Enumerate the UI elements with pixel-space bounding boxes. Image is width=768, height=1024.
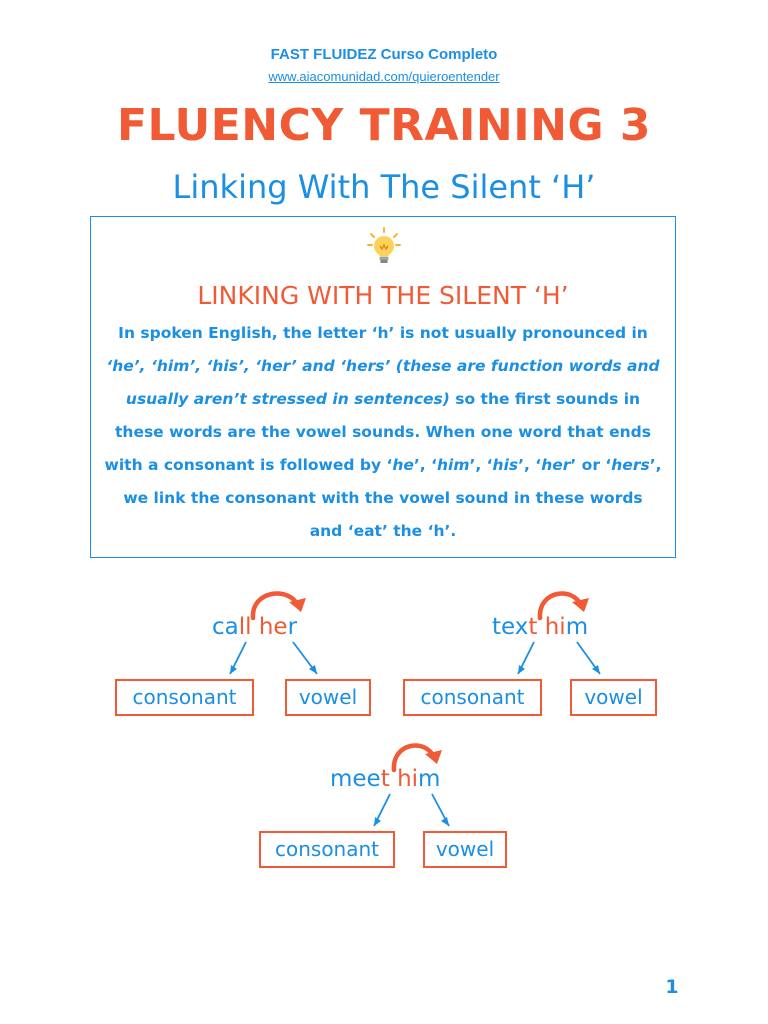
body-text: her <box>541 456 571 474</box>
consonant-box: consonant <box>403 679 542 716</box>
highlighted-letters: he <box>258 614 288 640</box>
vowel-box: vowel <box>285 679 371 716</box>
vowel-box: vowel <box>423 831 507 868</box>
highlighted-letters: hi <box>544 614 566 640</box>
page-number: 1 <box>665 976 679 998</box>
example-meet-him <box>254 736 514 876</box>
example-phrase <box>330 766 440 792</box>
body-text: ’ or ‘ <box>570 456 612 474</box>
body-text: hers <box>611 456 650 474</box>
body-text: ‘eat’ the ‘h’ <box>347 522 451 540</box>
body-text: so the first sounds in <box>449 390 641 408</box>
body-line <box>101 416 665 449</box>
page-title: FLUENCY TRAINING 3 <box>117 100 651 151</box>
course-title: FAST FLUIDEZ Curso Completo <box>270 46 498 63</box>
body-text: ’, ‘ <box>413 456 437 474</box>
phrase-letters <box>537 614 544 640</box>
highlighted-letters: hi <box>397 766 419 792</box>
body-text: In spoken English, the letter ‘h’ is not usually pronounced in <box>118 324 648 342</box>
highlighted-letters: t <box>380 766 390 792</box>
body-text: usually <box>125 390 189 408</box>
body-text: and <box>309 522 348 540</box>
consonant-box: consonant <box>259 831 395 868</box>
body-text: him <box>436 456 470 474</box>
vowel-box: vowel <box>570 679 657 716</box>
body-text: with a consonant is followed by ‘ <box>104 456 393 474</box>
consonant-box: consonant <box>115 679 254 716</box>
phrase-letters: ca <box>212 614 239 640</box>
body-text: his <box>492 456 519 474</box>
body-line <box>101 350 665 383</box>
body-text: . <box>450 522 457 540</box>
course-url <box>0 69 768 84</box>
info-box <box>90 216 676 558</box>
course-link[interactable]: www.aiacomunidad.com/quieroentender <box>268 69 500 84</box>
example-call-her <box>110 582 370 722</box>
body-line <box>101 317 665 350</box>
body-line <box>101 383 665 416</box>
example-phrase <box>492 614 588 640</box>
phrase-letters: r <box>287 614 298 640</box>
phrase-letters: m <box>565 614 589 640</box>
box-heading: LINKING WITH THE SILENT ‘H’ <box>197 281 569 310</box>
body-text: ‘he’, ‘him’, ‘his’, ‘her’ and ‘hers’ (these are function words and <box>106 357 660 375</box>
example-phrase <box>212 614 297 640</box>
body-line <box>101 515 665 548</box>
body-text: ’, ‘ <box>518 456 542 474</box>
phrase-letters <box>252 614 259 640</box>
lightbulb-icon <box>367 227 401 267</box>
page-subtitle: Linking With The Silent ‘H’ <box>172 168 596 206</box>
body-line <box>101 449 665 482</box>
example-text-him <box>398 582 660 722</box>
highlighted-letters: t <box>528 614 538 640</box>
body-text: these words are the vowel sounds. When one word that ends <box>115 423 651 441</box>
phrase-letters: m <box>418 766 441 792</box>
phrase-letters: mee <box>330 766 381 792</box>
body-line <box>101 482 665 515</box>
body-text: we link the consonant with the vowel sound in these words <box>123 489 643 507</box>
body-text: ’, ‘ <box>469 456 493 474</box>
body-text: aren’t stressed in sentences) <box>188 390 450 408</box>
highlighted-letters: ll <box>238 614 252 640</box>
box-body <box>101 317 665 548</box>
body-text: ’, <box>649 456 662 474</box>
body-text: he <box>392 456 414 474</box>
phrase-letters <box>390 766 397 792</box>
phrase-letters: tex <box>492 614 529 640</box>
